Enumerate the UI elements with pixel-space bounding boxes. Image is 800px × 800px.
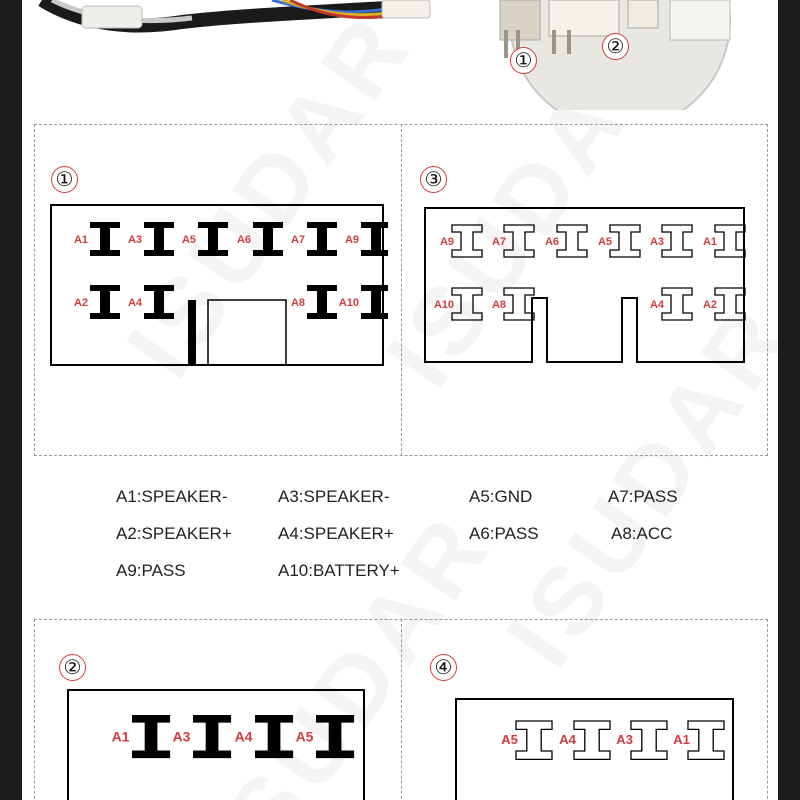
- pin-a3: [631, 721, 667, 759]
- legend-item: A9:PASS: [116, 561, 186, 580]
- pin-label: A2: [702, 299, 717, 311]
- wire-bundle: [42, 0, 430, 28]
- pin-label: A4: [127, 297, 142, 309]
- pin-label: A4: [649, 299, 664, 311]
- pin-a6: [253, 222, 283, 256]
- upper-panel-divider: [401, 124, 402, 456]
- key-slot: [208, 300, 286, 365]
- pin-a2: [90, 285, 120, 319]
- pin-label: A4: [559, 732, 576, 748]
- photo-callout-1: ①: [510, 47, 537, 74]
- pin-label: A7: [491, 236, 506, 248]
- connector-1-diagram: [48, 202, 388, 370]
- pin-label: A2: [73, 297, 88, 309]
- pin-label: A10: [433, 299, 454, 311]
- pin-a9: [452, 225, 482, 257]
- pin-label: A9: [344, 234, 359, 246]
- pin-a1: [715, 225, 745, 257]
- pin-a5: [198, 222, 228, 256]
- pin-label: A9: [439, 236, 454, 248]
- pin-a6: [557, 225, 587, 257]
- pin-a7: [504, 225, 534, 257]
- pin-label: A8: [491, 299, 506, 311]
- pin-label: A6: [544, 236, 559, 248]
- photo-callout-2: ②: [602, 33, 629, 60]
- pin-a5: [516, 721, 552, 759]
- pin-a3: [144, 222, 174, 256]
- legend-item: A10:BATTERY+: [278, 561, 400, 580]
- pin-label: A3: [172, 728, 191, 745]
- pin-label: A3: [649, 236, 664, 248]
- legend-item: A4:SPEAKER+: [278, 524, 394, 543]
- connector-1-number: ①: [51, 166, 78, 193]
- pin-a4: [255, 715, 293, 758]
- latch-bar: [188, 300, 196, 364]
- connector-2-diagram: [66, 688, 368, 800]
- pin-label: A3: [127, 234, 142, 246]
- legend-item: A8:ACC: [611, 524, 673, 543]
- pin-a7: [307, 222, 337, 256]
- pin-a1: [90, 222, 120, 256]
- pin-label: A10: [338, 297, 359, 309]
- lower-panel-divider: [401, 619, 402, 800]
- pin-a2: [715, 288, 745, 320]
- legend-item: A2:SPEAKER+: [116, 524, 232, 543]
- legend-item: A7:PASS: [608, 487, 678, 506]
- legend-item: A3:SPEAKER-: [278, 487, 390, 506]
- pin-a1: [132, 715, 170, 758]
- pinout-sheet: [22, 0, 778, 800]
- connector-4-diagram: [454, 697, 736, 800]
- pin-a4: [662, 288, 692, 320]
- pin-label: A6: [236, 234, 251, 246]
- pin-label: A1: [673, 732, 690, 748]
- pin-a10: [452, 288, 482, 320]
- legend-item: A1:SPEAKER-: [116, 487, 228, 506]
- pin-label: A8: [290, 297, 305, 309]
- pin-a3: [193, 715, 231, 758]
- pin-label: A1: [702, 236, 717, 248]
- pin-label: A5: [501, 732, 518, 748]
- connector-2-number: ②: [59, 654, 86, 681]
- pin-a4: [574, 721, 610, 759]
- pin-label: A4: [234, 728, 253, 745]
- legend-item: A6:PASS: [469, 524, 539, 543]
- harness-photo: [22, 0, 778, 110]
- pin-label: A1: [73, 234, 88, 246]
- pin-a5: [610, 225, 640, 257]
- pin-label: A7: [290, 234, 305, 246]
- pin-a3: [662, 225, 692, 257]
- pin-label: A5: [295, 728, 314, 745]
- pin-a4: [144, 285, 174, 319]
- pin-a8: [504, 288, 534, 320]
- connector-3-diagram: [422, 205, 752, 365]
- legend-item: A5:GND: [469, 487, 533, 506]
- pin-label: A1: [111, 728, 130, 745]
- pin-a5: [316, 715, 354, 758]
- pin-label: A5: [597, 236, 612, 248]
- pin-a8: [307, 285, 337, 319]
- pin-label: A3: [616, 732, 633, 748]
- pin-a1: [688, 721, 724, 759]
- connector-4-number: ④: [430, 654, 457, 681]
- connector-3-number: ③: [420, 166, 447, 193]
- pin-label: A5: [181, 234, 196, 246]
